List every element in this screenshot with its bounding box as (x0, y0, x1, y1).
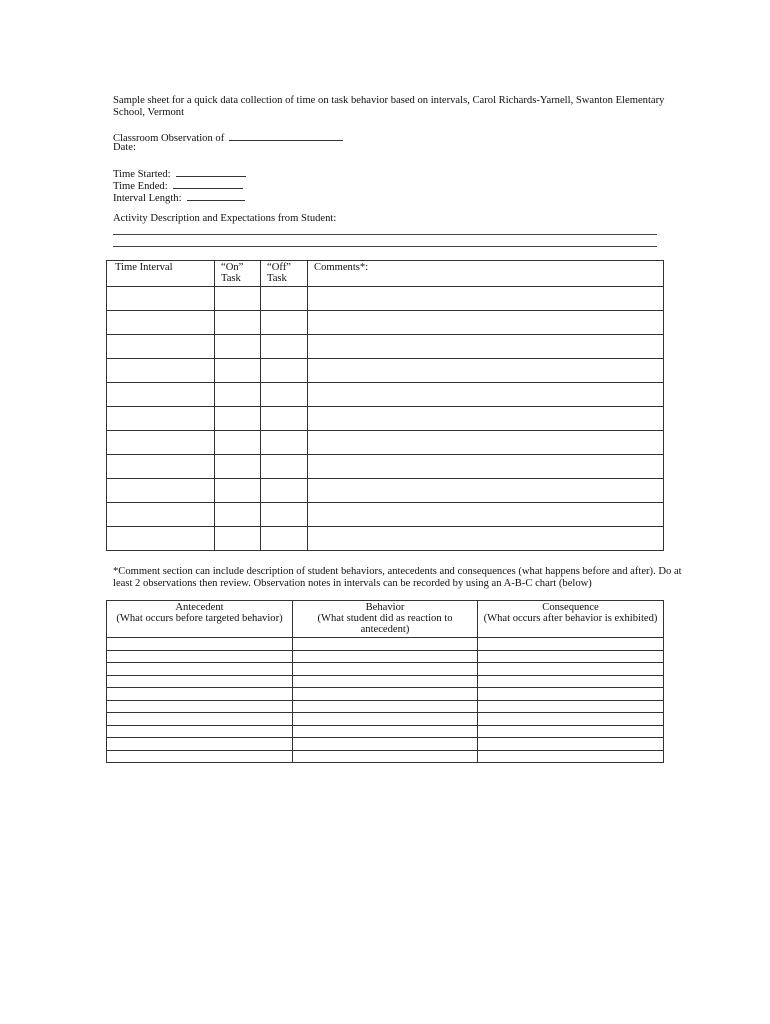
time-interval-cell[interactable] (107, 479, 215, 503)
antecedent-header: Antecedent (What occurs before targeted behavior) (107, 601, 293, 638)
comment-note-line-1: *Comment section can include description of student behaviors, antecedents and consequences (what happens before and after). Do at (113, 566, 682, 577)
antecedent-cell[interactable] (107, 700, 293, 713)
interval-length-label: Interval Length: (113, 193, 182, 204)
consequence-cell[interactable] (478, 713, 664, 726)
activity-line-1[interactable] (113, 234, 657, 235)
on-task-cell[interactable] (215, 431, 261, 455)
comments-cell[interactable] (308, 335, 664, 359)
header-line-1: Sample sheet for a quick data collection of time on task behavior based on intervals, Carol Richards-Yarnell, Swanton Elementary (113, 95, 665, 106)
on-task-cell[interactable] (215, 287, 261, 311)
interval-row (107, 503, 664, 527)
interval-row (107, 311, 664, 335)
antecedent-cell[interactable] (107, 663, 293, 676)
behavior-header: Behavior (What student did as reaction to antecedent) (293, 601, 478, 638)
time-interval-cell[interactable] (107, 503, 215, 527)
consequence-cell[interactable] (478, 750, 664, 763)
abc-row (107, 700, 664, 713)
interval-row (107, 431, 664, 455)
header-line-2: School, Vermont (113, 107, 185, 118)
off-task-cell[interactable] (261, 479, 308, 503)
interval-row (107, 383, 664, 407)
off-task-cell[interactable] (261, 359, 308, 383)
off-task-cell[interactable] (261, 383, 308, 407)
abc-row (107, 738, 664, 751)
interval-length-field (113, 190, 245, 205)
behavior-cell[interactable] (293, 713, 478, 726)
interval-table-header (107, 261, 664, 287)
antecedent-cell[interactable] (107, 713, 293, 726)
behavior-cell[interactable] (293, 700, 478, 713)
consequence-cell[interactable] (478, 688, 664, 701)
comments-cell[interactable] (308, 503, 664, 527)
off-task-cell[interactable] (261, 503, 308, 527)
abc-row (107, 725, 664, 738)
consequence-cell[interactable] (478, 650, 664, 663)
interval-row (107, 287, 664, 311)
off-task-cell[interactable] (261, 407, 308, 431)
on-task-cell[interactable] (215, 527, 261, 551)
consequence-header: Consequence (What occurs after behavior is exhibited) (478, 601, 664, 638)
on-task-cell[interactable] (215, 503, 261, 527)
consequence-cell[interactable] (478, 725, 664, 738)
comments-cell[interactable] (308, 407, 664, 431)
interval-row (107, 335, 664, 359)
time-interval-cell[interactable] (107, 311, 215, 335)
comments-header: Comments*: (308, 261, 664, 287)
on-task-header: “On” Task (215, 261, 261, 287)
behavior-cell[interactable] (293, 750, 478, 763)
interval-row (107, 479, 664, 503)
on-task-cell[interactable] (215, 383, 261, 407)
comments-cell[interactable] (308, 311, 664, 335)
time-interval-cell[interactable] (107, 287, 215, 311)
off-task-cell[interactable] (261, 455, 308, 479)
comment-note-line-2: least 2 observations then review. Observation notes in intervals can be recorded by using an A-B-C chart (below) (113, 578, 592, 589)
comments-cell[interactable] (308, 287, 664, 311)
behavior-cell[interactable] (293, 725, 478, 738)
comments-cell[interactable] (308, 527, 664, 551)
behavior-cell[interactable] (293, 738, 478, 751)
consequence-cell[interactable] (478, 738, 664, 751)
antecedent-cell[interactable] (107, 650, 293, 663)
abc-row (107, 675, 664, 688)
abc-chart-table (106, 600, 664, 763)
behavior-cell[interactable] (293, 663, 478, 676)
off-task-cell[interactable] (261, 431, 308, 455)
off-task-cell[interactable] (261, 335, 308, 359)
comments-cell[interactable] (308, 431, 664, 455)
abc-row (107, 713, 664, 726)
antecedent-cell[interactable] (107, 675, 293, 688)
classroom-observation-field (113, 130, 343, 145)
time-interval-cell[interactable] (107, 527, 215, 551)
abc-row (107, 638, 664, 651)
interval-row (107, 407, 664, 431)
on-task-cell[interactable] (215, 311, 261, 335)
time-interval-cell[interactable] (107, 383, 215, 407)
activity-description-label: Activity Description and Expectations from Student: (113, 213, 337, 224)
classroom-observation-label: Classroom Observation of (113, 133, 225, 144)
off-task-cell[interactable] (261, 311, 308, 335)
consequence-cell[interactable] (478, 700, 664, 713)
date-label: Date: (113, 142, 136, 153)
time-interval-cell[interactable] (107, 359, 215, 383)
comments-cell[interactable] (308, 359, 664, 383)
activity-line-2[interactable] (113, 246, 657, 247)
time-interval-cell[interactable] (107, 407, 215, 431)
time-ended-blank[interactable] (173, 178, 243, 189)
off-task-cell[interactable] (261, 287, 308, 311)
behavior-cell[interactable] (293, 675, 478, 688)
antecedent-cell[interactable] (107, 725, 293, 738)
time-interval-header: Time Interval (107, 261, 215, 287)
interval-row (107, 359, 664, 383)
on-task-cell[interactable] (215, 359, 261, 383)
interval-row (107, 527, 664, 551)
antecedent-cell[interactable] (107, 688, 293, 701)
abc-row (107, 663, 664, 676)
comments-cell[interactable] (308, 383, 664, 407)
behavior-cell[interactable] (293, 650, 478, 663)
antecedent-cell[interactable] (107, 638, 293, 651)
time-ended-label: Time Ended: (113, 181, 168, 192)
comments-cell[interactable] (308, 479, 664, 503)
abc-row (107, 688, 664, 701)
antecedent-cell[interactable] (107, 738, 293, 751)
consequence-cell[interactable] (478, 663, 664, 676)
consequence-cell[interactable] (478, 638, 664, 651)
abc-table-header (107, 601, 664, 638)
time-started-blank[interactable] (176, 166, 246, 177)
on-task-cell[interactable] (215, 335, 261, 359)
antecedent-cell[interactable] (107, 750, 293, 763)
time-interval-cell[interactable] (107, 431, 215, 455)
classroom-observation-blank[interactable] (229, 130, 343, 141)
behavior-cell[interactable] (293, 638, 478, 651)
on-task-cell[interactable] (215, 407, 261, 431)
off-task-header: “Off” Task (261, 261, 308, 287)
on-task-cell[interactable] (215, 455, 261, 479)
interval-length-blank[interactable] (187, 190, 245, 201)
comments-cell[interactable] (308, 455, 664, 479)
behavior-cell[interactable] (293, 688, 478, 701)
interval-row (107, 455, 664, 479)
time-interval-cell[interactable] (107, 455, 215, 479)
time-interval-cell[interactable] (107, 335, 215, 359)
off-task-cell[interactable] (261, 527, 308, 551)
time-started-label: Time Started: (113, 169, 171, 180)
consequence-cell[interactable] (478, 675, 664, 688)
interval-table (106, 260, 664, 551)
abc-row (107, 750, 664, 763)
on-task-cell[interactable] (215, 479, 261, 503)
abc-row (107, 650, 664, 663)
